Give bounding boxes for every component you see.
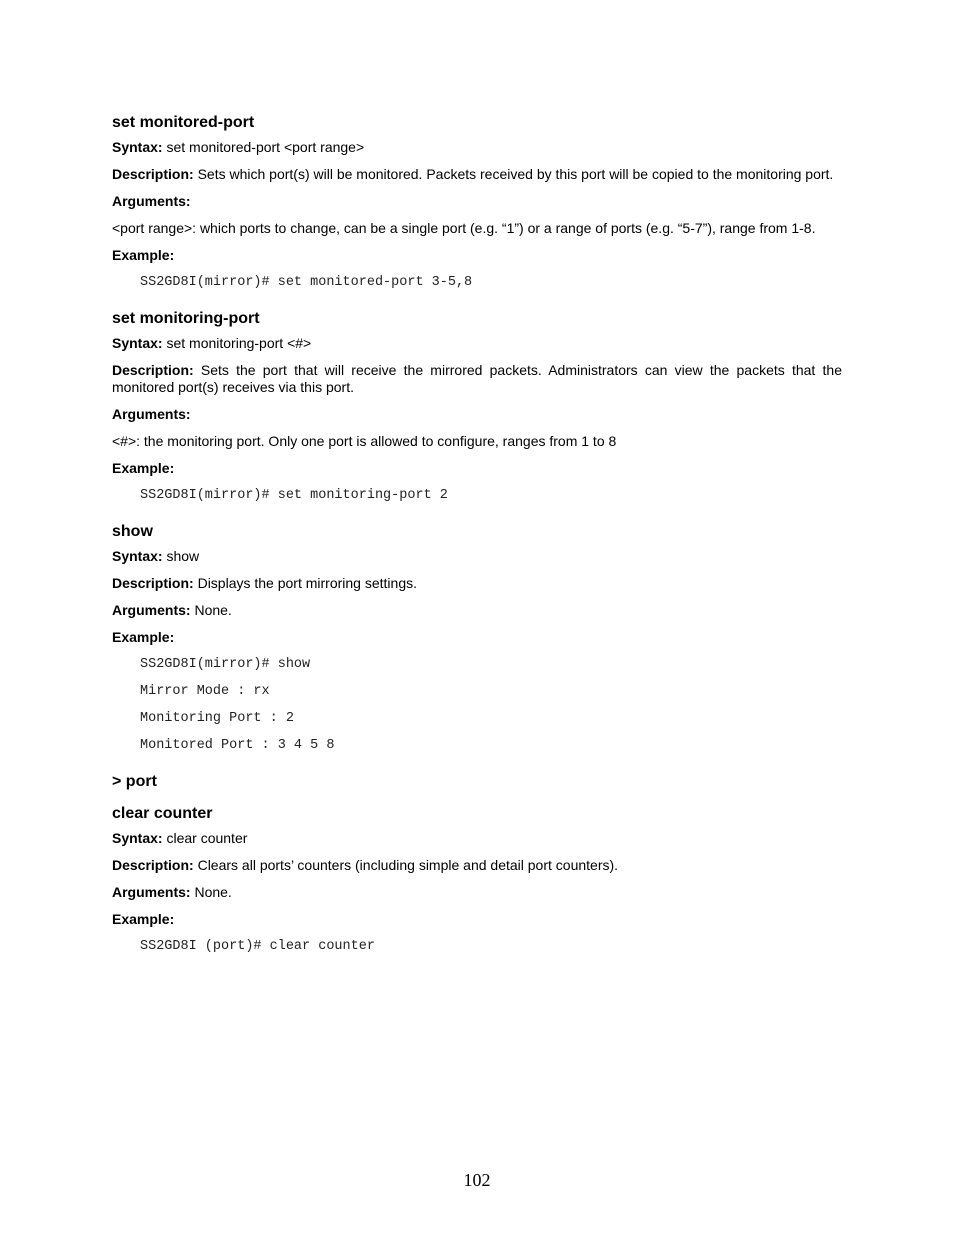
syntax-label: Syntax: <box>112 139 163 155</box>
syntax-line <box>112 548 842 565</box>
arguments-text: None. <box>190 602 232 618</box>
code-line: Mirror Mode : rx <box>140 684 270 699</box>
arguments-label: Arguments: <box>112 406 191 422</box>
description-text: Displays the port mirroring settings. <box>193 575 417 591</box>
port-section-heading-wrap <box>112 772 842 792</box>
document-page <box>112 113 842 973</box>
code-line: Monitoring Port : 2 <box>140 711 294 726</box>
syntax-text: set monitored-port <port range> <box>162 139 365 155</box>
syntax-text: set monitoring-port <#> <box>162 335 312 351</box>
description-line <box>112 166 842 183</box>
arguments-text: <port range>: which ports to change, can be a single port (e.g. “1”) or a range of ports (e.g. “5-7”), range from 1-8. <box>112 220 816 236</box>
section-set-monitoring-port <box>112 309 842 504</box>
section-title: show <box>112 523 153 540</box>
port-heading: > port <box>112 773 157 790</box>
syntax-line <box>112 139 842 156</box>
arguments-line <box>112 884 842 901</box>
syntax-line <box>112 335 842 352</box>
arguments-text: None. <box>190 884 232 900</box>
syntax-line <box>112 830 842 847</box>
syntax-text: show <box>162 548 200 564</box>
code-line: SS2GD8I (port)# clear counter <box>140 939 375 954</box>
description-label: Description: <box>112 857 194 873</box>
description-line <box>112 575 842 592</box>
syntax-label: Syntax: <box>112 548 163 564</box>
syntax-text: clear counter <box>162 830 248 846</box>
syntax-label: Syntax: <box>112 335 163 351</box>
description-text: Sets which port(s) will be monitored. Packets received by this port will be copied to the monitoring port. <box>193 166 834 182</box>
section-show <box>112 522 842 754</box>
description-text: Sets the port that will receive the mirrored packets. Administrators can view the packets that the monitored port(s) receives via this port. <box>112 362 842 395</box>
example-label: Example: <box>112 911 175 927</box>
example-label: Example: <box>112 247 175 263</box>
arguments-line <box>112 602 842 619</box>
description-label: Description: <box>112 575 194 591</box>
section-title: clear counter <box>112 805 213 822</box>
page-number: 102 <box>463 1170 491 1190</box>
section-clear-counter <box>112 804 842 955</box>
example-label: Example: <box>112 460 175 476</box>
code-line: SS2GD8I(mirror)# set monitoring-port 2 <box>140 488 448 503</box>
syntax-label: Syntax: <box>112 830 163 846</box>
arguments-label: Arguments: <box>112 193 191 209</box>
arguments-text: <#>: the monitoring port. Only one port is allowed to configure, ranges from 1 to 8 <box>112 433 617 449</box>
arguments-label: Arguments: <box>112 602 191 618</box>
section-title: set monitored-port <box>112 114 255 131</box>
description-label: Description: <box>112 362 194 378</box>
description-line <box>112 362 842 396</box>
description-text: Clears all ports’ counters (including simple and detail port counters). <box>193 857 619 873</box>
section-set-monitored-port <box>112 113 842 291</box>
code-line: Monitored Port : 3 4 5 8 <box>140 738 335 753</box>
description-label: Description: <box>112 166 194 182</box>
code-line: SS2GD8I(mirror)# show <box>140 657 311 672</box>
example-label: Example: <box>112 629 175 645</box>
arguments-label: Arguments: <box>112 884 191 900</box>
description-line <box>112 857 842 874</box>
section-title: set monitoring-port <box>112 310 260 327</box>
code-line: SS2GD8I(mirror)# set monitored-port 3-5,8 <box>140 275 473 290</box>
